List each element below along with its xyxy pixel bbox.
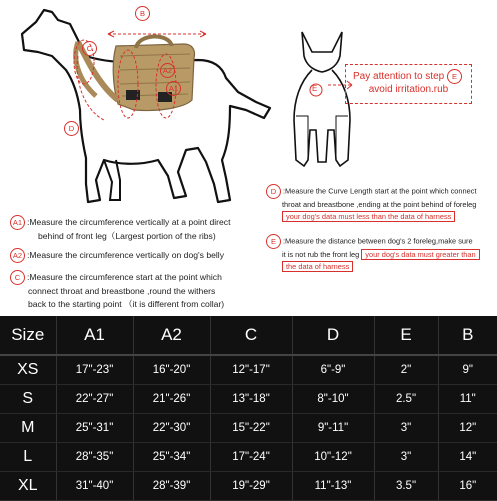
table-cell: L: [0, 443, 56, 472]
table-cell: 25"-34": [133, 443, 210, 472]
table-cell: S: [0, 385, 56, 414]
label-a2: A2: [160, 62, 177, 80]
label-d: D: [64, 120, 81, 138]
table-header-cell: A1: [56, 316, 133, 355]
table-cell: 3.5": [374, 472, 438, 501]
size-chart-table: [0, 316, 497, 500]
table-cell: 13"-18": [210, 385, 292, 414]
note-d: D :Measure the Curve Length start at the point which connect throat and breastbone ,ending at the point behind of foreleg your dog's data must less than the data of harness: [266, 184, 494, 222]
table-row: [0, 385, 497, 414]
table-header-row: [0, 316, 497, 355]
note-d-warning: your dog's data must less than the data of harness: [282, 211, 455, 222]
note-e-warning-2: the data of harness: [282, 261, 353, 272]
table-cell: 22"-30": [133, 414, 210, 443]
note-e-warning: your dog's data must greater than: [361, 249, 479, 260]
table-header-cell: E: [374, 316, 438, 355]
table-cell: 21"-26": [133, 385, 210, 414]
table-cell: 10"-12": [292, 443, 374, 472]
attention-box: [345, 64, 472, 104]
label-b: B: [135, 5, 152, 23]
attention-marker: E: [447, 69, 462, 84]
table-cell: 19"-29": [210, 472, 292, 501]
table-cell: 12"-17": [210, 355, 292, 385]
table-cell: 31"-40": [56, 472, 133, 501]
table-row: [0, 443, 497, 472]
table-cell: 3": [374, 443, 438, 472]
table-cell: 3": [374, 414, 438, 443]
table-cell: 28"-39": [133, 472, 210, 501]
table-cell: 14": [438, 443, 497, 472]
front-view-label-e: E: [312, 84, 318, 93]
table-row: [0, 472, 497, 501]
table-header-cell: Size: [0, 316, 56, 355]
table-row: [0, 414, 497, 443]
attention-line1: Pay attention to step: [353, 71, 445, 83]
note-c: C :Measure the circumference start at the point which connect throat and breastbone ,round the withers back to the starting point （it is different from collar): [10, 270, 275, 310]
attention-line2: avoid irritation.rub: [368, 84, 449, 96]
table-cell: 25"-31": [56, 414, 133, 443]
table-cell: 28"-35": [56, 443, 133, 472]
table-cell: 2.5": [374, 385, 438, 414]
table-cell: 15"-22": [210, 414, 292, 443]
table-cell: 16"-20": [133, 355, 210, 385]
table-cell: 22"-27": [56, 385, 133, 414]
table-cell: 9": [438, 355, 497, 385]
table-header-cell: B: [438, 316, 497, 355]
table-cell: 9"-11": [292, 414, 374, 443]
note-a1: A1 :Measure the circumference vertically at a point direct behind of front leg（Largest portion of the ribs): [10, 215, 275, 243]
label-a1: A1: [166, 80, 183, 98]
table-cell: 17"-23": [56, 355, 133, 385]
table-cell: 6"-9": [292, 355, 374, 385]
dog-side-illustration: [8, 0, 278, 215]
table-row: [0, 355, 497, 385]
note-a2: A2 :Measure the circumference vertically on dog's belly: [10, 248, 275, 263]
table-cell: 11"-13": [292, 472, 374, 501]
label-c: C: [82, 40, 99, 58]
table-header-cell: D: [292, 316, 374, 355]
table-cell: 2": [374, 355, 438, 385]
table-cell: 17"-24": [210, 443, 292, 472]
table-cell: M: [0, 414, 56, 443]
table-header-cell: C: [210, 316, 292, 355]
table-cell: XL: [0, 472, 56, 501]
table-cell: 8"-10": [292, 385, 374, 414]
table-header-cell: A2: [133, 316, 210, 355]
table-cell: 11": [438, 385, 497, 414]
table-cell: 16": [438, 472, 497, 501]
note-e: E :Measure the distance between dog's 2 foreleg,make sure it is not rub the front leg your dog's data must greater than the data of harness: [266, 234, 494, 272]
table-cell: XS: [0, 355, 56, 385]
table-cell: 12": [438, 414, 497, 443]
